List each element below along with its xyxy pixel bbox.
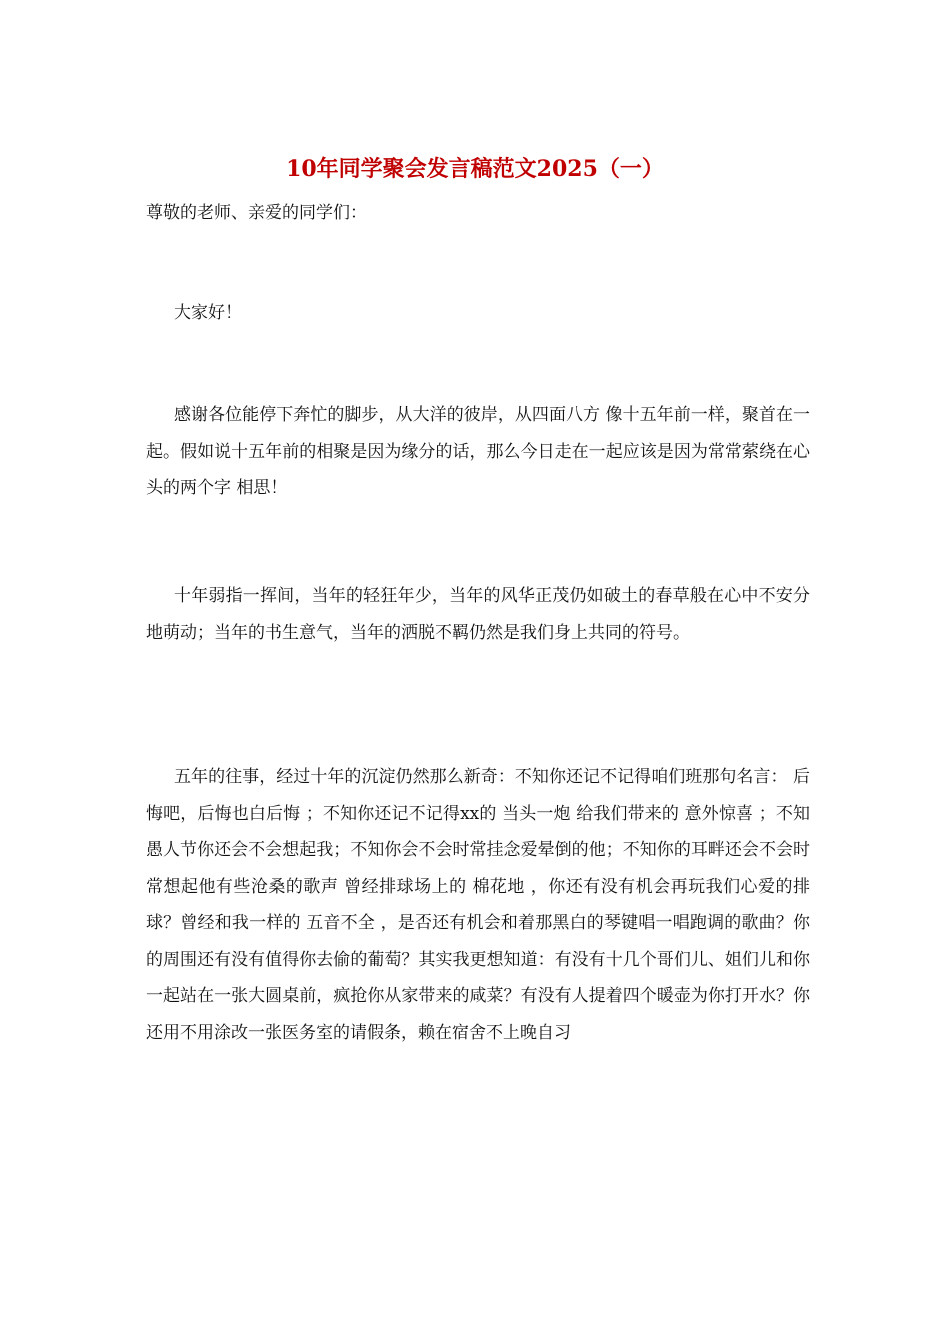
paragraph-memories: 五年的往事，经过十年的沉淀仍然那么新奇：不知你还记不记得咱们班那句名言： 后悔吧，后悔也白后悔 ；不知你还记不记得xx的 当头一炮 给我们带来的 意外惊喜 ；不知愚人节你还会不会想起我；不知你会不会时常挂念爱晕倒的他；不知你的耳畔还会不会时常想起他有些沧桑的歌声 曾经排球场上的 棉花地 ，你还有没有机会再玩我们心爱的排球？曾经和我一样的 五音不全 ，是否还有机会和着那黑白的琴键唱一唱跑调的歌曲？你的周围还有没有值得你去偷的葡萄？其实我更想知道：有没有十几个哥们儿、姐们儿和你一起站在一张大圆桌前，疯抢你从家带来的咸菜？有没有人提着四个暖壶为你打开水？你还用不用涂改一张医务室的请假条，赖在宿舍不上晚自习: [146, 767, 810, 1043]
paragraph-ten-years: 十年弱指一挥间，当年的轻狂年少，当年的风华正茂仍如破土的春草般在心中不安分地萌动；当年的书生意气，当年的洒脱不羁仍然是我们身上共同的符号。: [146, 586, 810, 643]
paragraph-thanks: 感谢各位能停下奔忙的脚步，从大洋的彼岸，从四面八方 像十五年前一样，聚首在一起。假如说十五年前的相聚是因为缘分的话，那么今日走在一起应该是因为常常萦绕在心头的两个字 相思！: [146, 405, 810, 498]
paragraph-greeting: 大家好！: [174, 303, 242, 323]
salutation: 尊敬的老师、亲爱的同学们：: [146, 203, 367, 223]
document-title: 10年同学聚会发言稿范文2025（一）: [286, 156, 664, 182]
